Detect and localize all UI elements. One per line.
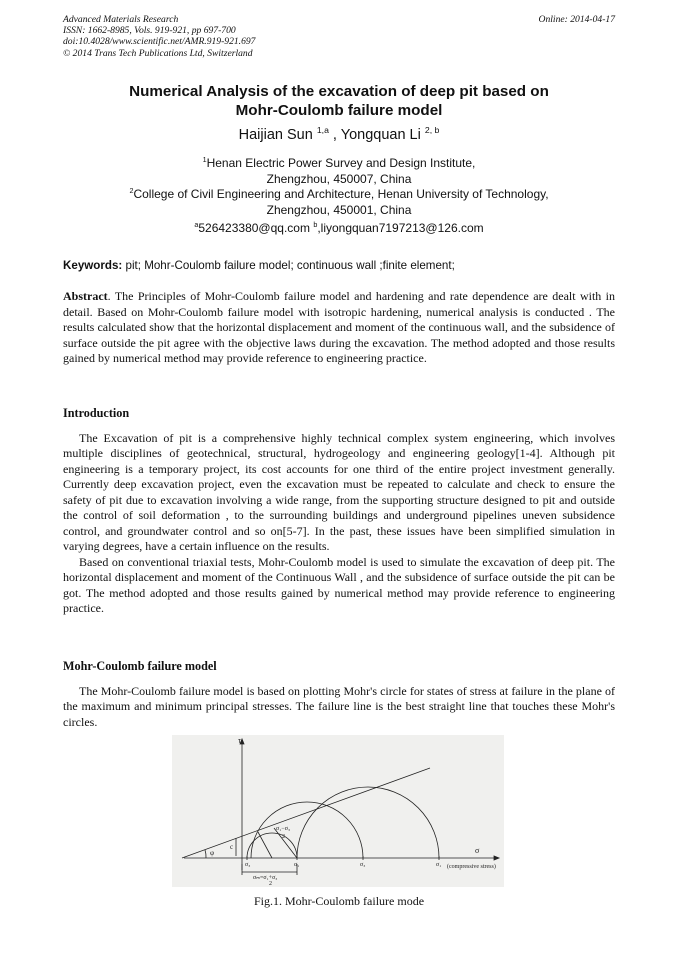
keywords-text: pit; Mohr-Coulomb failure model; continuous wall ;finite element; bbox=[122, 259, 455, 272]
author-1: Haijian Sun bbox=[238, 127, 313, 143]
center-denominator: 2 bbox=[269, 881, 272, 887]
email-b: ,liyongquan7197213@126.com bbox=[317, 221, 484, 235]
author-separator: , bbox=[328, 127, 341, 143]
author-2-marker: 2, b bbox=[424, 125, 440, 136]
title-line-1: Numerical Analysis of the excavation of deep pit based on bbox=[129, 83, 549, 100]
author-list bbox=[63, 127, 615, 143]
tau-label: τ bbox=[238, 736, 242, 745]
introduction-heading: Introduction bbox=[63, 406, 130, 420]
sigma1b-label: σ₁ bbox=[436, 862, 442, 868]
author-2: Yongquan Li bbox=[340, 127, 421, 143]
affiliations bbox=[63, 156, 615, 218]
author-emails bbox=[63, 221, 615, 235]
online-date: Online: 2014-04-17 bbox=[538, 14, 615, 25]
mohr-diagram bbox=[172, 735, 504, 887]
abstract bbox=[63, 289, 615, 367]
email-a-marker: a bbox=[194, 220, 199, 229]
mohr-coulomb-paragraph-1: The Mohr-Coulomb failure model is based on plotting Mohr's circle for states of stress at failure in the plane of the maximum and minimum principal stresses. The failure line is the best straight line that touches these Mohr's circles. bbox=[63, 683, 615, 729]
journal-name: Advanced Materials Research bbox=[63, 14, 179, 25]
doi-line: doi:10.4028/www.scientific.net/AMR.919-921.697 bbox=[63, 36, 256, 48]
author-1-marker: 1,a bbox=[316, 125, 329, 136]
abstract-label: Abstract bbox=[63, 289, 108, 303]
radius-line bbox=[258, 832, 272, 858]
introduction-paragraph-1: The Excavation of pit is a comprehensive highly technical complex system engineering, which involves multiple disciplines of geotechnical, structural, hydrogeology and engineering geology[1-4]. Although pit engineering is a temporary project, its cost accounts for one third of the entire project investment generally. Currently deep excavation project, even the excavation must be repeated to calculate and check to ensure the safety of pit due to excavation involving a wide range, from the supporting structure designed to pit and outside the control of soil deformation , to the surrounding buildings and underground pipelines uneven subsidence control, and groundwater control and so on[5-7]. In the past, these issues have been simplified simulation in varying degrees, have a certain influence on the results. bbox=[63, 430, 615, 553]
failure-envelope-line bbox=[182, 768, 430, 858]
copyright-line: © 2014 Trans Tech Publications Ltd, Switzerland bbox=[63, 47, 253, 59]
phi-arc bbox=[205, 850, 206, 858]
figure-caption: Fig.1. Mohr-Coulomb failure mode bbox=[253, 894, 425, 908]
email-b-marker: b bbox=[313, 220, 318, 229]
sigma-label: σ bbox=[475, 846, 480, 855]
title-line-2: Mohr-Coulomb failure model bbox=[235, 102, 443, 119]
keywords-label: Keywords: bbox=[63, 259, 123, 272]
affiliation-1-line-2: Zhengzhou, 450007, China bbox=[266, 171, 412, 186]
radius-denominator: 2 bbox=[282, 834, 285, 840]
journal-header bbox=[63, 14, 615, 59]
mohr-coulomb-figure bbox=[172, 735, 504, 887]
mohr-circle-small bbox=[247, 833, 297, 858]
compressive-stress-label: (compressive stress) bbox=[447, 864, 496, 870]
mohr-coulomb-heading: Mohr-Coulomb failure model bbox=[63, 659, 217, 673]
introduction-section bbox=[63, 406, 615, 617]
affiliation-2 bbox=[63, 187, 615, 203]
affiliation-2-line-1: College of Civil Engineering and Architecture, Henan University of Technology, bbox=[133, 187, 549, 202]
radius-line-2 bbox=[274, 828, 297, 858]
email-a: 526423380@qq.com bbox=[198, 221, 310, 235]
sigma3-label: σ₃ bbox=[245, 862, 251, 868]
introduction-paragraph-2: Based on conventional triaxial tests, Mohr-Coulomb model is used to simulate the excavation of deep pit. The horizontal displacement and moment of the Continuous Wall , and the subsidence of surface outside the pit can be got. The method adopted and those results gained by numerical method may provide reference to engineering practice. bbox=[63, 554, 615, 615]
center-label: σₘ=σ₁+σ₃ bbox=[253, 875, 278, 881]
affiliation-1-line-1: Henan Electric Power Survey and Design Institute, bbox=[206, 156, 476, 170]
phi-label: φ bbox=[210, 849, 215, 857]
sigma1-label: σ₁ bbox=[294, 862, 300, 868]
sigma3b-label: σ₃ bbox=[360, 862, 366, 868]
keywords bbox=[63, 259, 615, 272]
affiliation-1 bbox=[63, 156, 615, 172]
mohr-circle-large bbox=[297, 787, 439, 858]
abstract-text: . The Principles of Mohr-Coulomb failure model and hardening and rate dependence are dealt with in detail. Based on Mohr-Coulomb failure model with isotropic hardening, numerical analysis is conducted . The results calculated show that the horizontal displacement and moment of the continuous wall, and the subsidence of surface outside the pit agree with the objective laws during the excavation. The method adopted and those results gained by numerical method may provide reference to engineering practice. bbox=[63, 289, 615, 365]
affiliation-1-marker: 1 bbox=[202, 155, 207, 164]
affiliation-2-marker: 2 bbox=[129, 186, 134, 196]
affiliation-2-line-2: Zhengzhou, 450001, China bbox=[266, 202, 412, 217]
mohr-coulomb-section bbox=[63, 659, 615, 730]
paper-title bbox=[63, 82, 615, 120]
cohesion-label: c bbox=[230, 843, 234, 851]
issn-line: ISSN: 1662-8985, Vols. 919-921, pp 697-700 bbox=[63, 25, 236, 37]
sigma-axis-arrow bbox=[494, 856, 499, 860]
radius-label: σ₁−σ₃ bbox=[276, 826, 291, 832]
